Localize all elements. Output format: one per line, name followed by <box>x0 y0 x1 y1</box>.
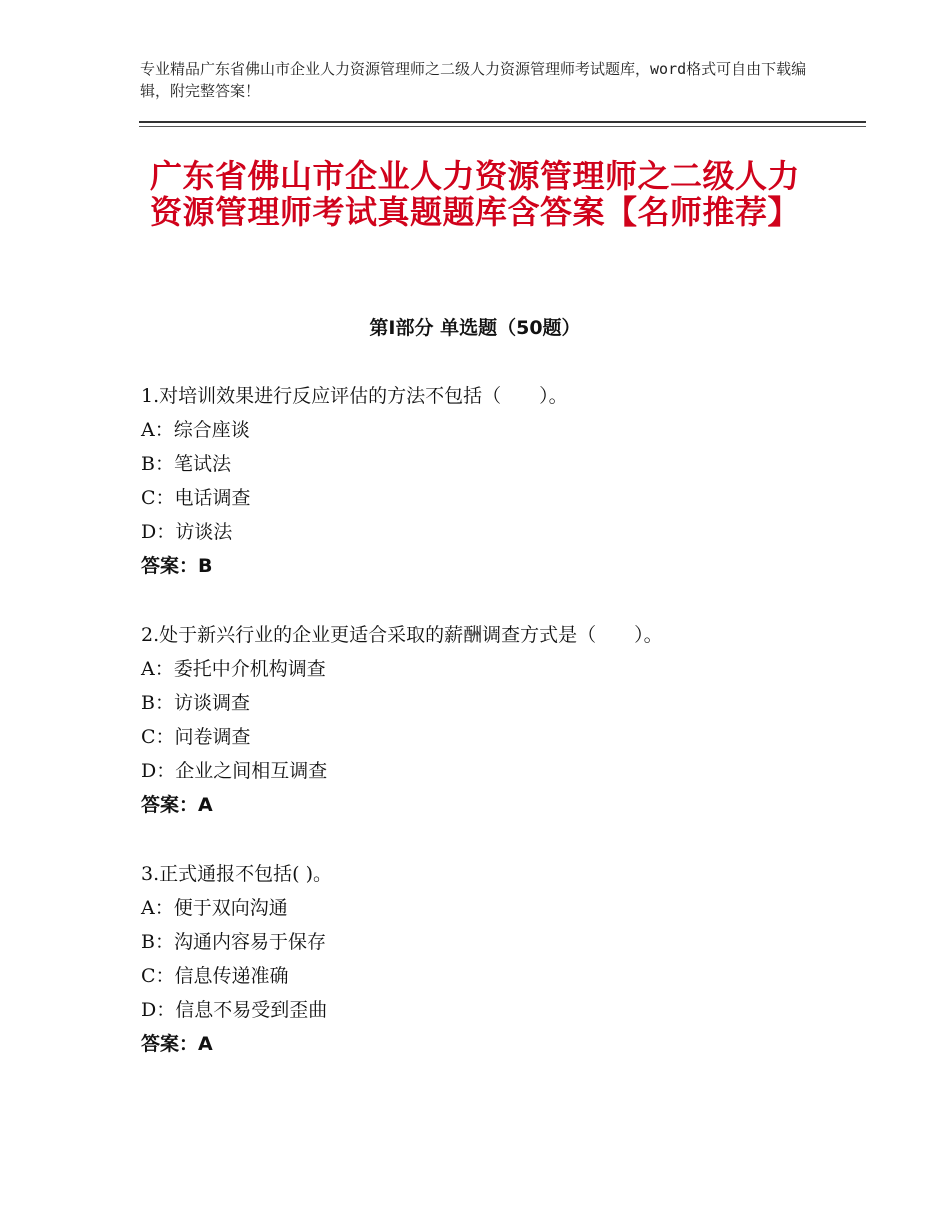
header-divider-thick <box>139 121 866 123</box>
answer-line: 答案：B <box>141 555 213 577</box>
option-a: A：便于双向沟通 <box>141 897 288 919</box>
option-b: B：沟通内容易于保存 <box>141 931 326 953</box>
option-a: A：委托中介机构调查 <box>141 658 326 680</box>
question-block <box>141 382 841 586</box>
question-block <box>141 621 841 825</box>
option-b: B：访谈调查 <box>141 692 250 714</box>
section-heading: 第Ⅰ部分 单选题（50题） <box>369 317 581 339</box>
answer-line: 答案：A <box>141 1033 213 1055</box>
option-c: C：问卷调查 <box>141 726 251 748</box>
header-divider-thin <box>139 126 866 127</box>
question-block <box>141 860 841 1064</box>
question-stem: 1.对培训效果进行反应评估的方法不包括（ ）。 <box>141 385 568 407</box>
option-a: A：综合座谈 <box>141 419 250 441</box>
option-c: C：电话调查 <box>141 487 251 509</box>
option-c: C：信息传递准确 <box>141 965 289 987</box>
answer-line: 答案：A <box>141 794 213 816</box>
option-d: D：访谈法 <box>141 521 233 543</box>
option-b: B：笔试法 <box>141 453 231 475</box>
option-d: D：信息不易受到歪曲 <box>141 999 328 1021</box>
question-stem: 3.正式通报不包括( )。 <box>141 863 332 885</box>
document-title: 广东省佛山市企业人力资源管理师之二级人力资源管理师考试真题题库含答案【名师推荐】 <box>149 157 800 231</box>
header-note: 专业精品广东省佛山市企业人力资源管理师之二级人力资源管理师考试题库，word格式可自由下载编辑，附完整答案！ <box>140 60 807 100</box>
question-stem: 2.处于新兴行业的企业更适合采取的薪酬调查方式是（ ）。 <box>141 624 663 646</box>
option-d: D：企业之间相互调查 <box>141 760 328 782</box>
